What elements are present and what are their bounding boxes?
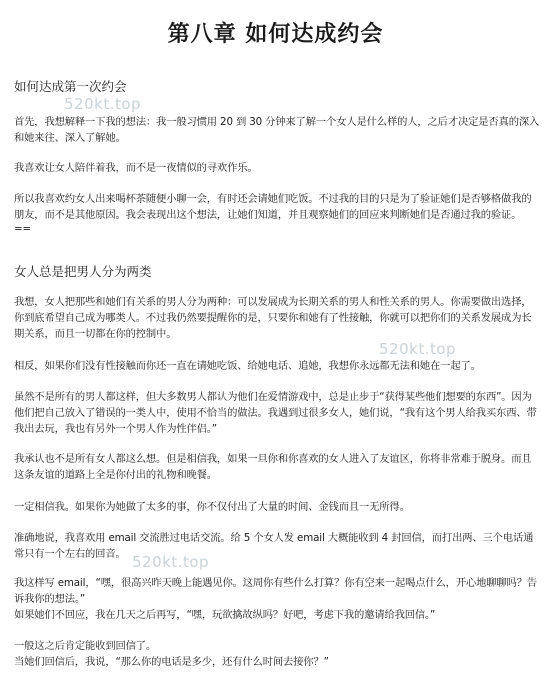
- separator: ==: [14, 223, 31, 235]
- paragraph-10b: 如果她们不回应，我在几天之后再写，“嘿，玩欲擒故纵吗？好吧，考虑下我的邀请给我回信。”: [14, 609, 436, 621]
- paragraph-11a: 一般这之后肯定能收到回信了。: [14, 640, 157, 652]
- page-title: 第八章 如何达成约会: [167, 22, 384, 47]
- paragraph-6: 虽然不是所有的男人都这样，但大多数男人都认为他们在爱情游戏中，总是止步于“获得某些他们想要的东西”。因为他们把自己放入了错误的一类人中，使用不恰当的做法。我遇到过很多女人，她们说，“我有这个男人给我买东西、带我出去玩，我也有另外一个男人作为性伴侣。”: [14, 391, 537, 435]
- paragraph-4: 我想，女人把那些和她们有关系的男人分为两种：可以发展成为长期关系的男人和性关系的男人。你需要做出选择，你到底希望自己成为哪类人。不过我仍然要提醒你的是，只要你和她有了性接触，你就可以把你们的关系发展成为长期关系，而且一切都在你的控制中。: [14, 296, 532, 340]
- paragraph-9: 准确地说，我喜欢用 email 交流胜过电话交流。给 5 个女人发 email 大概能收到 4 封回信，而打出两、三个电话通常只有一个左右的回音。: [14, 532, 534, 560]
- section-heading-two-types: 女人总是把男人分为两类: [14, 264, 152, 279]
- paragraph-5: 相反，如果你们没有性接触而你还一直在请她吃饭、给她电话、追她，我想你永远都无法和她在一起了。: [14, 360, 481, 372]
- paragraph-7: 我承认也不是所有女人都这么想。但是相信我，如果一旦你和你喜欢的女人进入了友谊区，你将非常难于脱身。而且这条友谊的道路上全是你付出的礼物和晚餐。: [14, 453, 532, 481]
- watermark: 520kt.top: [64, 95, 142, 113]
- watermark: 520kt.top: [132, 553, 210, 571]
- watermark: 520kt.top: [379, 340, 457, 358]
- section-heading-first-date: 如何达成第一次约会: [14, 79, 127, 94]
- paragraph-2: 我喜欢让女人陪伴着我，而不是一夜情似的寻欢作乐。: [14, 162, 258, 174]
- paragraph-10a: 我这样写 email，“嘿，很高兴昨天晚上能遇见你。这周你有些什么打算？你有空来一起喝点什么，开心地聊聊吗？告诉我你的想法。”: [14, 577, 538, 605]
- paragraph-1: 首先，我想解释一下我的想法：我一般习惯用 20 到 30 分钟来了解一个女人是什么样的人，之后才决定是否真的深入和她来往、深入了解她。: [14, 116, 540, 144]
- paragraph-3: 所以我喜欢约女人出来喝杯茶随便小聊一会，有时还会请她们吃饭。不过我的目的只是为了验证她们是否够格做我的朋友，而不是其他原因。我会表现出这个想法，让她们知道，并且观察她们的回应来判断她们是否通过我的验证。: [14, 193, 532, 221]
- paragraph-11b: 当她们回信后，我说，“那么你的电话是多少，还有什么时间去接你？”: [14, 656, 329, 668]
- paragraph-8: 一定相信我。如果你为她做了太多的事，你不仅付出了大量的时间、金钱而且一无所得。: [14, 501, 410, 513]
